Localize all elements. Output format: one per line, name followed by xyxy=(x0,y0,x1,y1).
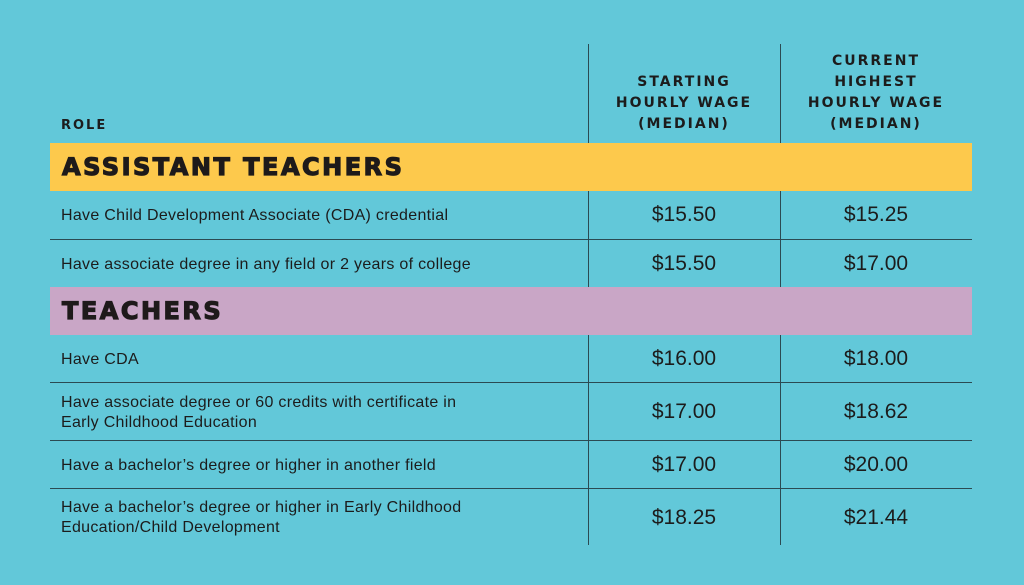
role-text: Education/Child Development xyxy=(61,519,280,536)
column-header-highest-line: HOURLY WAGE xyxy=(807,95,945,111)
role-text: Early Childhood Education xyxy=(61,414,258,431)
column-header-highest-line: (MEDIAN) xyxy=(830,116,922,132)
starting-wage-cell: $17.00 xyxy=(651,453,717,476)
table-row xyxy=(50,335,972,382)
column-header-highest xyxy=(781,51,971,135)
column-header-role: ROLE xyxy=(61,118,108,133)
table-row xyxy=(50,383,972,440)
section-title: TEACHERS xyxy=(62,297,224,325)
role-cell xyxy=(61,456,436,476)
starting-wage-cell: $18.25 xyxy=(651,506,717,529)
section-title: ASSISTANT TEACHERS xyxy=(62,153,405,181)
highest-wage-cell: $21.44 xyxy=(843,506,909,529)
role-text: Have a bachelor’s degree or higher in Early Childhood xyxy=(61,499,462,516)
column-header-highest-line: CURRENT xyxy=(831,53,921,69)
highest-wage-cell: $18.62 xyxy=(843,400,909,423)
role-text: Have CDA xyxy=(61,351,139,368)
highest-wage-cell: $20.00 xyxy=(843,453,909,476)
role-text: Have Child Development Associate (CDA) credential xyxy=(61,207,449,224)
role-text: Have associate degree or 60 credits with certificate in xyxy=(61,394,457,411)
role-cell xyxy=(61,393,456,433)
role-cell xyxy=(61,350,139,370)
role-cell xyxy=(61,206,448,226)
highest-wage-cell: $17.00 xyxy=(843,252,909,275)
role-text: Have a bachelor’s degree or higher in another field xyxy=(61,457,436,474)
highest-wage-cell: $15.25 xyxy=(843,203,909,226)
role-text: Have associate degree in any field or 2 years of college xyxy=(61,256,471,273)
column-header-starting-line: (MEDIAN) xyxy=(638,116,730,132)
wage-table xyxy=(50,0,972,585)
column-header-starting-line: STARTING xyxy=(637,74,731,90)
column-header-starting-line: HOURLY WAGE xyxy=(615,95,753,111)
column-header-highest-line: HIGHEST xyxy=(834,74,918,90)
table-row xyxy=(50,240,972,287)
section-band-teachers xyxy=(50,287,972,335)
starting-wage-cell: $16.00 xyxy=(651,347,717,370)
starting-wage-cell: $17.00 xyxy=(651,400,717,423)
table-row xyxy=(50,441,972,488)
role-cell xyxy=(61,498,461,538)
column-header-starting xyxy=(589,72,779,135)
role-cell xyxy=(61,255,471,275)
starting-wage-cell: $15.50 xyxy=(651,252,717,275)
table-row xyxy=(50,191,972,239)
section-band-assistant-teachers xyxy=(50,143,972,191)
highest-wage-cell: $18.00 xyxy=(843,347,909,370)
table-row xyxy=(50,489,972,545)
starting-wage-cell: $15.50 xyxy=(651,203,717,226)
